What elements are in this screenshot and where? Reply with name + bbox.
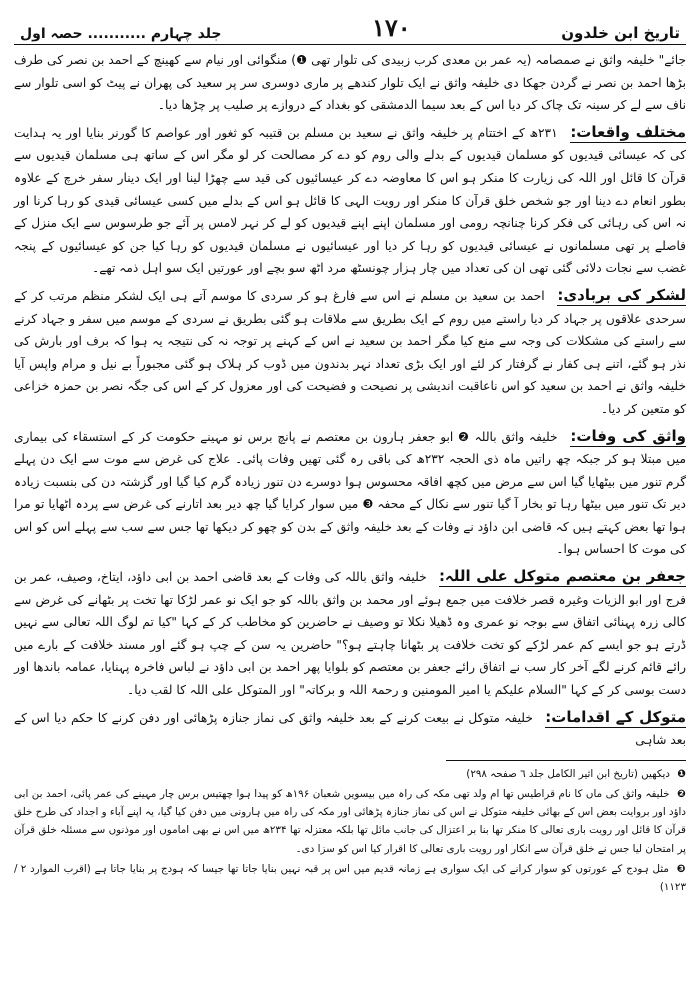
paragraph-army-destruction [14, 284, 686, 421]
paragraph-intro [14, 49, 686, 117]
footnotes [14, 765, 686, 896]
paragraph-text: جائے" خلیفہ واثق نے صمصامہ (یہ عمر بن معدی کرب زبیدی کی تلوار تھی ❶) منگوائی اور نیام سے کھینچ کے احمد بن نصر کی طرف بڑھا احمد بن نصر نے گردن جھکا دی خلیفہ واثق نے ایک تلوار کندھے پر ماری دوسری سر پر سعید کی پھران نے پیٹ کو اسی تلوار سے ناف سے لے کر سینہ تک چاک کر دیا اس کے بعد سیما الدمشقی کو بغداد کے دروازے پر صلیب پر چڑھا دیا۔ [14, 53, 686, 113]
paragraph-wathiq-death [14, 425, 686, 562]
footnote-2 [14, 785, 686, 858]
paragraph-mutawakkil [14, 565, 686, 702]
book-title: تاریخ ابن خلدون [561, 24, 680, 42]
paragraph-text: خلیفہ واثق باللہ ❷ ابو جعفر ہارون بن معتصم نے پانچ برس نو مہینے حکومت کر کے استسقاء کی بیماری میں مبتلا ہو کر جبکہ چھ راتیں ماہ ذی الحجہ ۲۳۲ھ کی باقی رہ گئی تھیں وفات پائی۔ علاج کی غرض سے موت سے ایک دن پہلے گرم تنور میں بیٹھایا گیا اس سے مرض میں کچھ افاقہ محسوس ہوا دوسرے دن تنور زیادہ گرم کیا گیا اور گزشتہ دن کی بنسبت زیادہ دیر تک تنور میں بیٹھا رہا تو بخار آ گیا تنور سے نکال کے محفہ ❸ میں سوار کرایا گیا چھ دیر بعد اتارنے کی غرض سے پردہ اٹھایا تو مرا ہوا تھا بعض کہتے ہیں کہ قاضی ابن داؤد نے وفات کے بعد خلیفہ واثق کے بدن کو چھو کر دیکھا تھا جس سے سب سے پہلے اس کو اس کی موت کا احساس ہوا۔ [14, 429, 686, 557]
footnote-3 [14, 860, 686, 896]
page-number: ١٧٠ [372, 13, 411, 42]
paragraph-text: خلیفہ متوکل نے بیعت کرنے کے بعد خلیفہ واثق کی نماز جنازہ پڑھائی اور دفن کرنے کا حکم دیا اس کے بعد شاہی [14, 710, 686, 748]
section-heading: مختلف واقعات: [570, 122, 687, 141]
paragraph-text: خلیفہ واثق باللہ کی وفات کے بعد قاضی احمد بن ابی داؤد، ایتاخ، وصیف، عمر بن فرج اور ابو الزیات وغیرہ قصر خلافت میں جمع ہوئے اور محمد بن واثق باللہ کو جو ایک نو عمر لڑکا تھا تخت پر بٹھانے کی غرض سے کالی زرہ پہنائی اتفاق سے بوجہ نو عمری وہ ڈھیلا نکلا تو وصیف نے حاضرین کو مخاطب کر کے کہا "کیا تم لوگ اللہ تعالی سے نہیں ڈرتے ہو جو ایسے کم عمر لڑکے کو تخت خلافت پر بٹھانا چاہتے ہو؟" حاضرین یہ سن کے چپ ہو گئے اور مسند خلافت کے بارے میں رائے قائم کرنے لگے آخر کار سب نے اتفاق رائے جعفر بن معتصم کو بلوایا پھر احمد بن ابی داؤد نے لباس فاخرہ پہنایا، عمامہ باندھا اور دست بوسی کر کے کہا "السلام علیکم یا امیر المومنین و رحمۃ اللہ و برکاتہ" اور المتوکل علی اللہ کا لقب دیا۔ [14, 570, 686, 698]
footnote-text: دیکھیں (تاریخ ابن اثیر الکامل جلد ٦ صفحہ ٢٩٨) [466, 767, 670, 780]
paragraph-various-events [14, 121, 686, 280]
footnote-text: خلیفہ واثق کی ماں کا نام قراطیس تھا ام ولد تھی مکہ کی راہ میں بیسویں شعبان ۱۹۶ھ کو پیدا ہوا چھتیس برس چار مہینے کی عمر پائی، احمد بن ابی داؤد اور بروایت بعض اس کے بھائی خلیفہ متوکل نے اس کی نماز جنازہ پڑھائی اور مکہ کی راہ میں ہارونی میں دفن کیا گیا، یہ اپنے آباء و اجداد کی طرح خلق قرآن کا قائل اور رویت باری تعالی کا منکر تھا بنا بر اعتزال کی جانب مائل تھا بلکہ معتزلہ تھا ۲۳۴ھ میں اس نے بھی اماموں اور موذنوں سے مسئلہ خلق قرآن پر امتحان لیا جس نے خلق قرآن سے انکار اور رویت باری تعالی کا اقرار کیا اس کو سزا دی۔ [14, 788, 686, 855]
section-heading: جعفر بن معتصم متوکل علی اللہ: [438, 567, 686, 586]
paragraph-mutawakkil-measures [14, 706, 686, 752]
section-heading: متوکل کے اقدامات: [545, 707, 686, 726]
footnote-marker: ❸ [676, 862, 686, 875]
footnote-1 [14, 765, 686, 783]
footnote-text: مثل ہودج کے عورتوں کو سوار کرانے کی ایک سواری ہے زمانہ قدیم میں اس پر قبہ نہیں بنایا جاتا تھا جیسا کہ ہودج پر بنایا جاتا ہے (اقرب الموارد ٢ / ١١٢٣) [14, 862, 686, 894]
section-heading: لشکر کی بربادی: [557, 285, 686, 304]
volume-label: جلد چہارم ........... حصہ اول [20, 26, 222, 42]
main-text [14, 45, 686, 752]
paragraph-text: احمد بن سعید بن مسلم نے اس سے فارغ ہو کر سردی کا موسم آتے ہی ایک لشکر منظم مرتب کر کے سرحدی علاقوں پر جہاد کر دیا راستے میں روم کے ایک بطریق سے ملاقات ہو گئی بطریق نے سردی کے موسم میں سفر و جہاد کرنے سے راستے کی مشکلات کی وجہ سے منع کیا مگر احمد بن سعید نے اس کے کہنے پر توجہ نہ کی نتیجہ یہ ہوا کہ برف اور بارش کی نذر ہو گئے، اتنے ہی کفار نے گرفتار کر لئے اور ایک بڑی تعداد نہر بدندون میں ڈوب کر ہلاک ہو گئی مجبوراً بے نیل و مرام واپس آیا خلیفہ واثق نے احمد بن سعید کو اس ناعاقبت اندیشی پر نصیحت و فضیحت کی اور معزول کر کے اس کی جگہ نصر بن حمزہ خزاعی کو متعین کر دیا۔ [14, 288, 686, 416]
page-header [14, 8, 686, 45]
section-heading: واثق کی وفات: [570, 426, 687, 445]
footnote-marker: ❶ [677, 767, 686, 780]
footnote-divider [446, 760, 686, 761]
footnote-marker: ❷ [677, 788, 687, 801]
paragraph-text: ۲۳۱ھ کے اختتام پر خلیفہ واثق نے سعید بن مسلم بن قتیبہ کو ثغور اور عواصم کا گورنر بنایا اور یہ ہدایت کی کہ عیسائی قیدیوں کو مسلمان قیدیوں کے بدلے والی روم کو دے کر مصالحت کر لو مگر اس کے ساتھ ہی مسلمان قیدیوں سے قرآن کا قائل اور اللہ کی زیارت کا منکر ہو اس کا معاوضہ دے کر عیسائیوں کی قید سے چھڑا لینا اور ایک دینار سفر خرچ کے علاوہ بطور انعام دے دینا اور جو شخص خلق قرآن کا منکر اور رویت الہی کا قائل ہو اس کے بدلے میں کسی عیسائی قیدی کو رہا کرنا اور نہ اس کی رہائی کی فکر کرنا چنانچہ رومی اور مسلمان اپنے اپنے قیدیوں کو لے کر نہر لامس پر آئے جو طرسوس سے ایک منزل کے فاصلے پر تھی مسلمانوں نے عیسائی قیدیوں کو رہا کر دیا اور عیسائیوں نے مسلمان قیدیوں کو رہا کیا جن کو عیسائیوں کے پنجہ غضب سے نجات دلائی گئی تھی ان کی تعداد میں چار ہزار چونسٹھ مرد اٹھ سو بچے اور عورتیں ایک سو اہل ذمہ تھے۔ [14, 125, 686, 276]
